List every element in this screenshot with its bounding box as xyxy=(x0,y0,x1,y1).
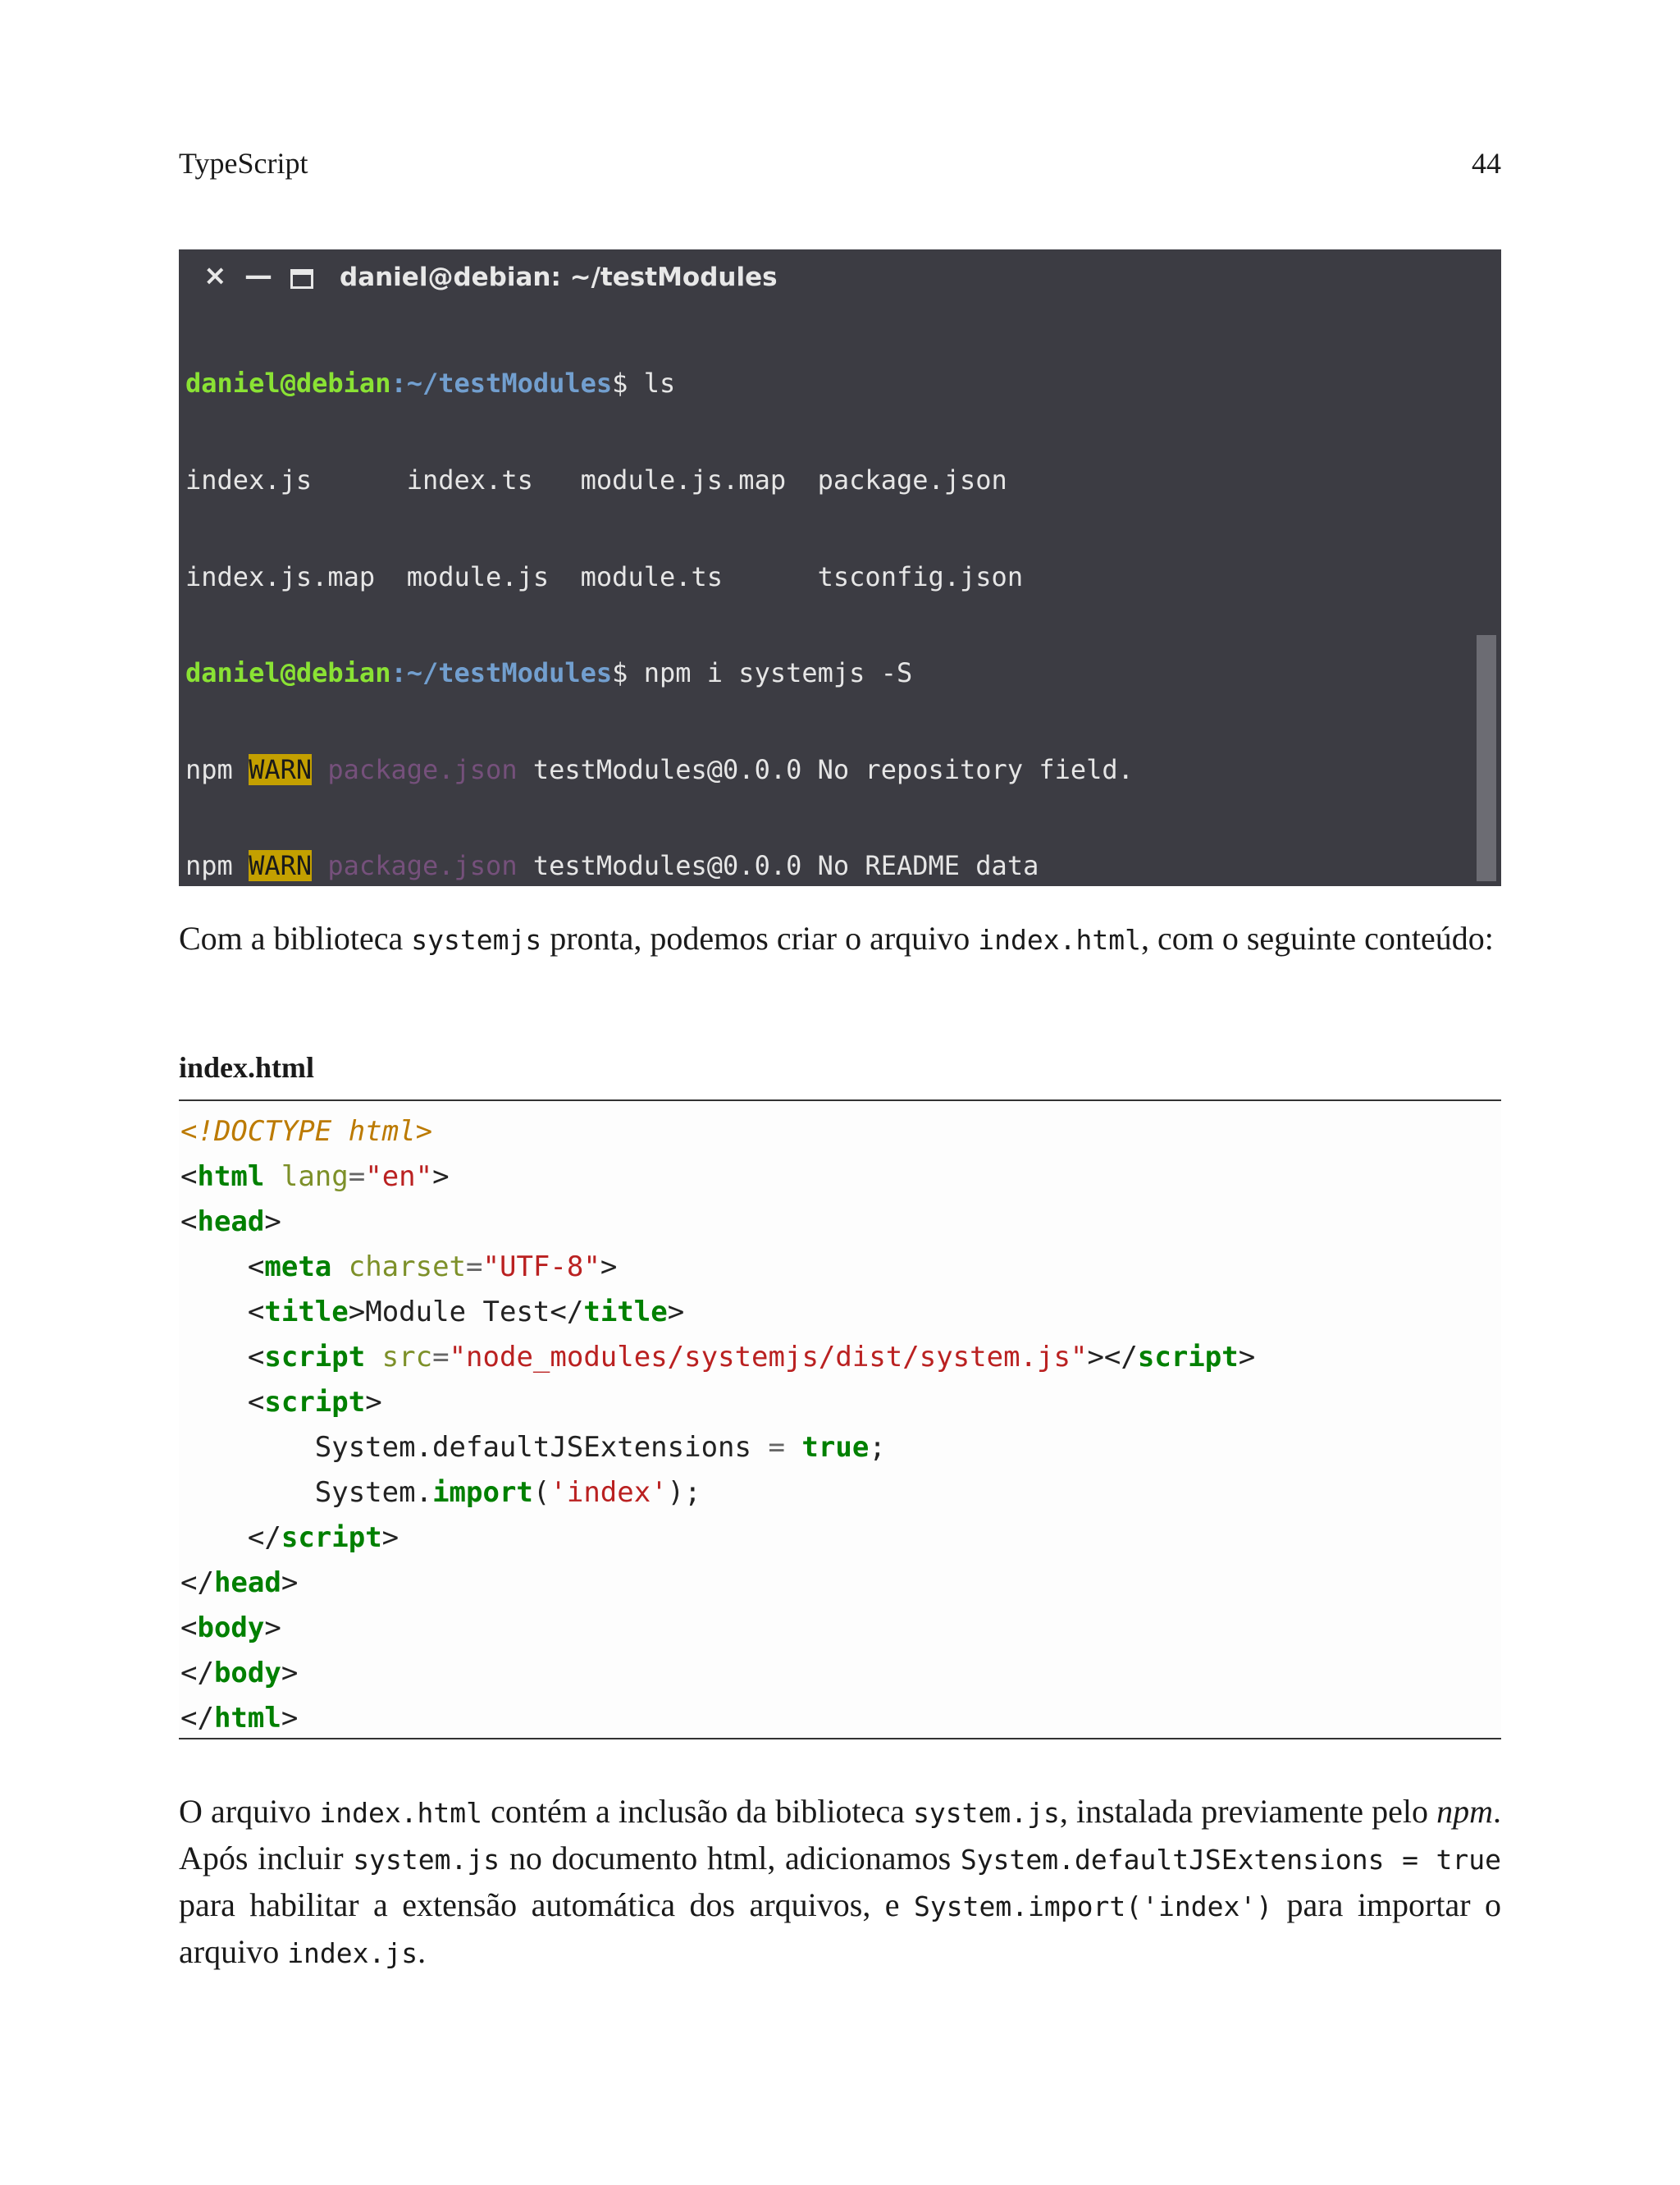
terminal-line xyxy=(185,850,1244,882)
punct: < xyxy=(247,1296,265,1328)
tag-name: title xyxy=(264,1296,349,1328)
punct: > xyxy=(264,1205,281,1238)
punct: > xyxy=(348,1296,366,1328)
code-line xyxy=(180,1515,1255,1561)
tag-name: script xyxy=(264,1386,366,1419)
punct: </ xyxy=(180,1702,214,1735)
text-run: . Após incluir xyxy=(179,1793,1501,1876)
text-content: Module Test xyxy=(365,1296,550,1328)
punct: < xyxy=(247,1386,265,1419)
paragraph-explanation xyxy=(179,1789,1501,1976)
punct: = xyxy=(348,1160,366,1193)
code-line xyxy=(180,1200,1255,1245)
prompt-symbol: $ xyxy=(612,368,628,400)
tag-name: title xyxy=(583,1296,668,1328)
prompt-path: :~/testModules xyxy=(390,657,613,689)
npm-label: npm xyxy=(185,850,233,882)
doctype: <!DOCTYPE html> xyxy=(180,1115,433,1148)
text-run: , com o seguinte conteúdo: xyxy=(1140,920,1494,957)
inline-code: System.defaultJSExtensions = true xyxy=(960,1844,1501,1876)
punct: > xyxy=(1238,1341,1256,1374)
punct: </ xyxy=(180,1657,214,1689)
punct: ); xyxy=(667,1476,701,1509)
code-text: System.defaultJSExtensions xyxy=(314,1431,769,1464)
text-run: para habilitar a extensão automática dos arquivos, e xyxy=(179,1886,914,1923)
code-line xyxy=(180,1606,1255,1651)
code-listing xyxy=(179,1099,1501,1739)
inline-code: system.js xyxy=(913,1797,1060,1829)
punct: ( xyxy=(532,1476,550,1509)
maximize-icon xyxy=(290,269,313,289)
operator: = xyxy=(768,1431,785,1464)
close-icon: × xyxy=(203,259,227,292)
tag-name: script xyxy=(264,1341,366,1374)
inline-code: System.import('index') xyxy=(913,1890,1273,1922)
page-number: 44 xyxy=(1472,147,1501,180)
package-json-label: package.json xyxy=(327,753,518,785)
terminal-title: daniel@debian: ~/testModules xyxy=(340,263,778,292)
punct: > xyxy=(365,1386,382,1419)
attr-value: "en" xyxy=(365,1160,433,1193)
terminal-screenshot xyxy=(179,249,1501,886)
tag-name: head xyxy=(197,1205,265,1238)
code-line xyxy=(180,1290,1255,1335)
code-line xyxy=(180,1380,1255,1425)
tag-name: html xyxy=(197,1160,265,1193)
code-line xyxy=(180,1245,1255,1290)
text-run: O arquivo xyxy=(179,1793,320,1830)
prompt-user: daniel@debian xyxy=(185,657,391,689)
punct: > xyxy=(281,1566,299,1599)
punct: < xyxy=(180,1611,198,1644)
inline-code: system.js xyxy=(353,1844,500,1876)
terminal-line xyxy=(185,368,1244,400)
punct: </ xyxy=(247,1521,281,1554)
punct: = xyxy=(466,1250,483,1283)
punct: </ xyxy=(550,1296,584,1328)
text-run: contém a inclusão da biblioteca xyxy=(482,1793,914,1830)
command-text: npm i systemjs -S xyxy=(628,657,913,689)
attr-name: charset xyxy=(331,1250,467,1283)
warn-message: testModules@0.0.0 No repository field. xyxy=(517,753,1134,785)
punct: > xyxy=(264,1611,281,1644)
terminal-scrollbar xyxy=(1477,635,1496,881)
code-line xyxy=(180,1109,1255,1154)
punct: </ xyxy=(180,1566,214,1599)
warn-message: testModules@0.0.0 No README data xyxy=(517,850,1039,882)
code-line xyxy=(180,1470,1255,1515)
keyword: true xyxy=(801,1431,870,1464)
code-line xyxy=(180,1335,1255,1380)
running-header xyxy=(179,146,1501,187)
code-line xyxy=(180,1154,1255,1200)
text-run: , instalada previamente pelo xyxy=(1059,1793,1437,1830)
code-line xyxy=(180,1651,1255,1696)
text-run: para importar o arquivo xyxy=(179,1886,1501,1970)
inline-code: index.html xyxy=(978,924,1141,956)
tag-name: head xyxy=(213,1566,281,1599)
attr-value: "UTF-8" xyxy=(482,1250,600,1283)
punct: > xyxy=(281,1657,299,1689)
punct: > xyxy=(667,1296,685,1328)
text-run: Com a biblioteca xyxy=(179,920,412,957)
code-line xyxy=(180,1696,1255,1741)
warn-badge: WARN xyxy=(249,753,313,785)
warn-badge: WARN xyxy=(249,850,313,882)
running-title: TypeScript xyxy=(179,147,308,180)
inline-code: systemjs xyxy=(411,924,542,956)
tag-name: body xyxy=(213,1657,281,1689)
attr-name: src xyxy=(365,1341,433,1374)
inline-code: index.html xyxy=(319,1797,483,1829)
punct: < xyxy=(247,1341,265,1374)
punct: > xyxy=(432,1160,450,1193)
string-literal: 'index' xyxy=(550,1476,668,1509)
tag-name: meta xyxy=(264,1250,332,1283)
punct: < xyxy=(247,1250,265,1283)
text-run: . xyxy=(418,1933,427,1970)
prompt-path: :~/testModules xyxy=(390,368,613,400)
attr-name: lang xyxy=(264,1160,349,1193)
punct: > xyxy=(600,1250,618,1283)
terminal-titlebar xyxy=(179,249,1501,302)
terminal-line xyxy=(185,754,1244,786)
tag-name: html xyxy=(213,1702,281,1735)
code-caption: index.html xyxy=(179,1051,315,1084)
punct: > xyxy=(381,1521,399,1554)
keyword: import xyxy=(432,1476,533,1509)
punct: = xyxy=(432,1341,450,1374)
punct: < xyxy=(180,1205,198,1238)
punct: > xyxy=(281,1702,299,1735)
attr-value: "node_modules/systemjs/dist/system.js" xyxy=(449,1341,1088,1374)
text-run: no documento html, adicionamos xyxy=(500,1840,961,1876)
tag-name: body xyxy=(197,1611,265,1644)
terminal-line xyxy=(185,657,1244,689)
text-run: pronta, podemos criar o arquivo xyxy=(541,920,979,957)
code-line xyxy=(180,1425,1255,1470)
command-text: ls xyxy=(628,368,676,400)
inline-code: index.js xyxy=(287,1937,418,1969)
package-json-label: package.json xyxy=(327,850,518,882)
paragraph-intro xyxy=(179,916,1501,962)
terminal-output xyxy=(185,304,1244,886)
code-text: System. xyxy=(314,1476,433,1509)
punct: </ xyxy=(1103,1341,1138,1374)
emphasis-text: npm xyxy=(1436,1793,1493,1830)
tag-name: script xyxy=(281,1521,382,1554)
terminal-line: index.js index.ts module.js.map package.json xyxy=(185,464,1007,496)
code-body xyxy=(180,1109,1255,1741)
npm-label: npm xyxy=(185,753,233,785)
punct: > xyxy=(1087,1341,1104,1374)
code-line xyxy=(180,1561,1255,1606)
tag-name: script xyxy=(1137,1341,1239,1374)
punct: ; xyxy=(869,1431,886,1464)
terminal-line: index.js.map module.js module.ts tsconfig.json xyxy=(185,560,1024,592)
prompt-symbol: $ xyxy=(612,657,628,689)
minimize-icon: — xyxy=(244,259,272,292)
prompt-user: daniel@debian xyxy=(185,368,391,400)
punct: < xyxy=(180,1160,198,1193)
